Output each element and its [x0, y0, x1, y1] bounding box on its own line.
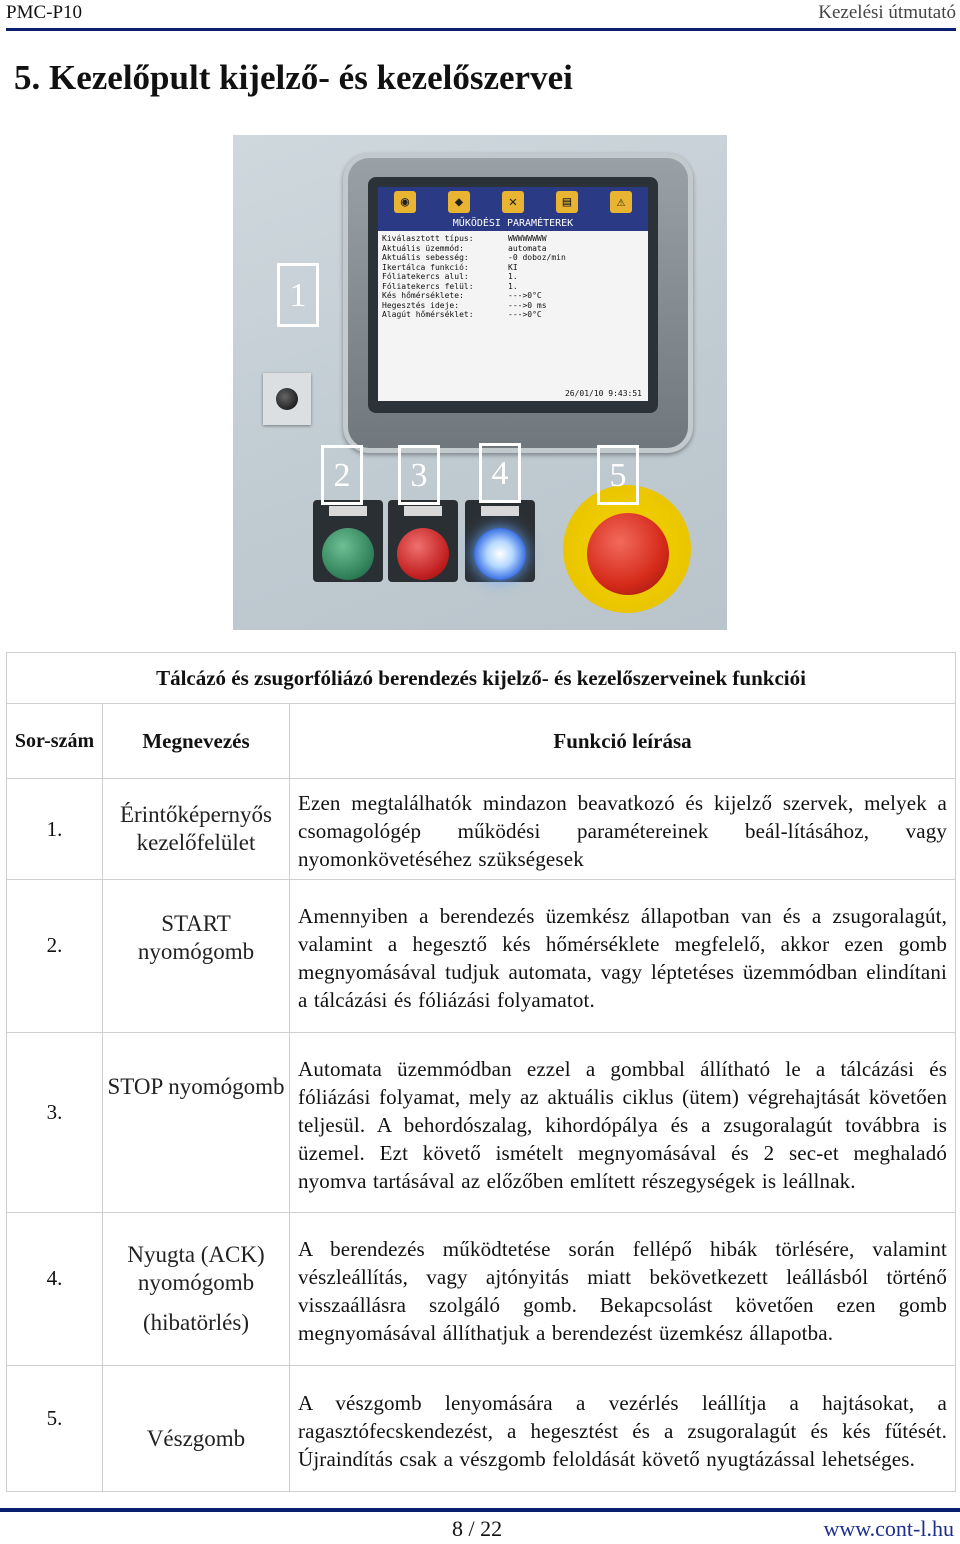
screen-timestamp: 26/01/10 9:43:51: [564, 389, 642, 398]
table-caption: Tálcázó és zsugorfóliázó berendezés kijelző- és kezelőszerveinek funkciói: [7, 653, 956, 704]
screen-toolbar: [378, 187, 648, 217]
screen-param-row: [382, 263, 644, 273]
button-label-plate: [404, 506, 442, 516]
callout-5: 5: [597, 445, 639, 505]
screen-param-row: [382, 272, 644, 282]
touchscreen-bezel: [343, 153, 693, 453]
screen-param-value: KI: [508, 262, 518, 272]
screen-param-key: Aktuális sebesség:: [382, 253, 469, 262]
header-rule: [6, 28, 956, 31]
stop-button-cap: [397, 528, 449, 580]
screen-param-value: --->0 ms: [508, 300, 547, 310]
screen-param-value: --->0°C: [508, 291, 542, 300]
row-number: 1.: [7, 779, 103, 880]
eye-icon: ◉: [394, 191, 416, 213]
touchscreen: [378, 187, 648, 401]
start-button: [313, 500, 383, 582]
screen-param-row: [382, 310, 644, 320]
screen-param-key: Hegesztés ideje:: [382, 300, 460, 310]
row-name-text: START nyomógomb: [137, 911, 255, 964]
footer-rule: [0, 1508, 960, 1512]
row-description: Amennyiben a berendezés üzemkész állapotban van és a zsugoralagút, valamint a hegesztő kés hőmérséklete megfelelő, akkor ezen gomb megnyomásával tudjuk automata, vagy léptetéses üzemmódban elindítani a tálcázási és fóliázási folyamatot.: [290, 880, 956, 1033]
row-number: 4.: [7, 1213, 103, 1366]
screen-param-key: Aktuális üzemmód:: [382, 243, 464, 253]
screen-param-row: [382, 253, 644, 263]
row-name-text: Érintőképernyős kezelőfelület: [119, 802, 272, 855]
screen-param-key: Kés hőmérséklete:: [382, 291, 464, 300]
header-name: Megnevezés: [103, 704, 290, 779]
diamond-icon: ◆: [448, 191, 470, 213]
row-name-sub: (hibatörlés): [142, 1310, 249, 1335]
row-number: 2.: [7, 880, 103, 1033]
screen-param-row: [382, 282, 644, 292]
wrench-icon: ✕: [502, 191, 524, 213]
header-desc: Funkció leírása: [290, 704, 956, 779]
screen-param-value: automata: [508, 243, 547, 253]
page-header: [0, 0, 960, 34]
ack-button-cap: [474, 528, 526, 580]
screen-param-value: -0 doboz/min: [508, 253, 566, 262]
screen-param-value: --->0°C: [508, 310, 542, 319]
row-name-text: Nyugta (ACK) nyomógomb: [127, 1242, 265, 1295]
page-number: 8 / 22: [452, 1516, 503, 1541]
row-description: Automata üzemmódban ezzel a gombbal állítható le a tálcázási és fóliázási folyamat, mely az aktuális ciklus (ütem) végrehajtását követően teljesül. A behordószalag, kihordópálya és a zsugoralagút továbbra is üzemel. Ezt követő ismételt megnyomásával és 2 sec-et meghaladó nyomva tartásával az előzőben említett részegységek is leállnak.: [290, 1033, 956, 1213]
stop-button: [388, 500, 458, 582]
row-description: A berendezés működtetése során fellépő hibák törlésére, valamint vészleállítás, vagy ajtónyitás miatt bekövetkezett leállásból történő visszaállásra szolgáló gomb. Bekapcsolást követően ezen gomb megnyomásával állíthatjuk a berendezést üzemkész állapotba.: [290, 1213, 956, 1366]
callout-1: 1: [277, 263, 319, 327]
screen-param-value: 1.: [508, 281, 518, 291]
table-header-row: [7, 704, 956, 779]
screen-param-row: [382, 291, 644, 301]
control-panel-photo: [233, 135, 727, 630]
table-caption-row: [7, 653, 956, 704]
screen-param-key: Alagút hőmérséklet:: [382, 310, 474, 319]
start-button-cap: [322, 528, 374, 580]
button-label-plate: [329, 506, 367, 516]
row-description: Ezen megtalálhatók mindazon beavatkozó és kijelző szervek, melyek a csomagológép működési paramétereinek beál-lításához, vagy nyomonkövetéséhez szükségesek: [290, 779, 956, 880]
callout-4: 4: [479, 443, 521, 503]
ack-button: [465, 500, 535, 582]
screen-param-row: [382, 301, 644, 311]
screen-param-value: 1.: [508, 272, 518, 281]
emergency-stop-mushroom: [587, 513, 669, 595]
function-table: [6, 652, 956, 1492]
table-row: [7, 1033, 956, 1213]
screen-param-value: WWWWWWWW: [508, 234, 547, 243]
table-row: [7, 880, 956, 1033]
table-row: [7, 1213, 956, 1366]
row-name-text: Vészgomb: [146, 1426, 246, 1451]
callout-3: 3: [398, 445, 440, 505]
screen-param-row: [382, 244, 644, 254]
screen-title: MŰKÖDÉSI PARAMÉTEREK: [378, 217, 648, 231]
screen-param-row: [382, 234, 644, 244]
screen-param-key: Fóliatekercs alul:: [382, 272, 469, 281]
header-num: Sor-szám: [7, 704, 103, 779]
header-product: PMC-P10: [6, 2, 83, 23]
website-link[interactable]: www.cont-l.hu: [823, 1516, 954, 1541]
row-name-text: STOP nyomógomb: [107, 1074, 285, 1099]
header-doc-type: Kezelési útmutató: [818, 2, 956, 23]
chart-icon: ▤: [556, 191, 578, 213]
screen-parameter-list: [378, 231, 648, 323]
row-name: [103, 1033, 290, 1213]
row-description: A vészgomb lenyomására a vezérlés leállítja a hajtásokat, a ragasztófecskendezést, a hegesztést és a zsugoralagút és kés fűtését. Újraindítás csak a vészgomb feloldását követő nyugtázással lehetséges.: [290, 1366, 956, 1492]
callout-2: 2: [321, 445, 363, 505]
screen-param-key: Kiválasztott típus:: [382, 234, 474, 243]
button-label-plate: [481, 506, 519, 516]
screen-param-key: Ikertálca funkció:: [382, 262, 469, 272]
row-name: [103, 779, 290, 880]
row-name: [103, 1366, 290, 1492]
table-row: [7, 779, 956, 880]
table-row: [7, 1366, 956, 1492]
row-name: [103, 1213, 290, 1366]
warning-icon: ⚠: [610, 191, 632, 213]
screen-frame: [368, 177, 658, 413]
row-name: [103, 880, 290, 1033]
row-number: 5.: [7, 1366, 103, 1492]
screen-param-key: Fóliatekercs felül:: [382, 281, 474, 291]
section-title: 5. Kezelőpult kijelző- és kezelőszervei: [14, 58, 573, 97]
key-switch: [263, 373, 311, 425]
row-number: 3.: [7, 1033, 103, 1213]
